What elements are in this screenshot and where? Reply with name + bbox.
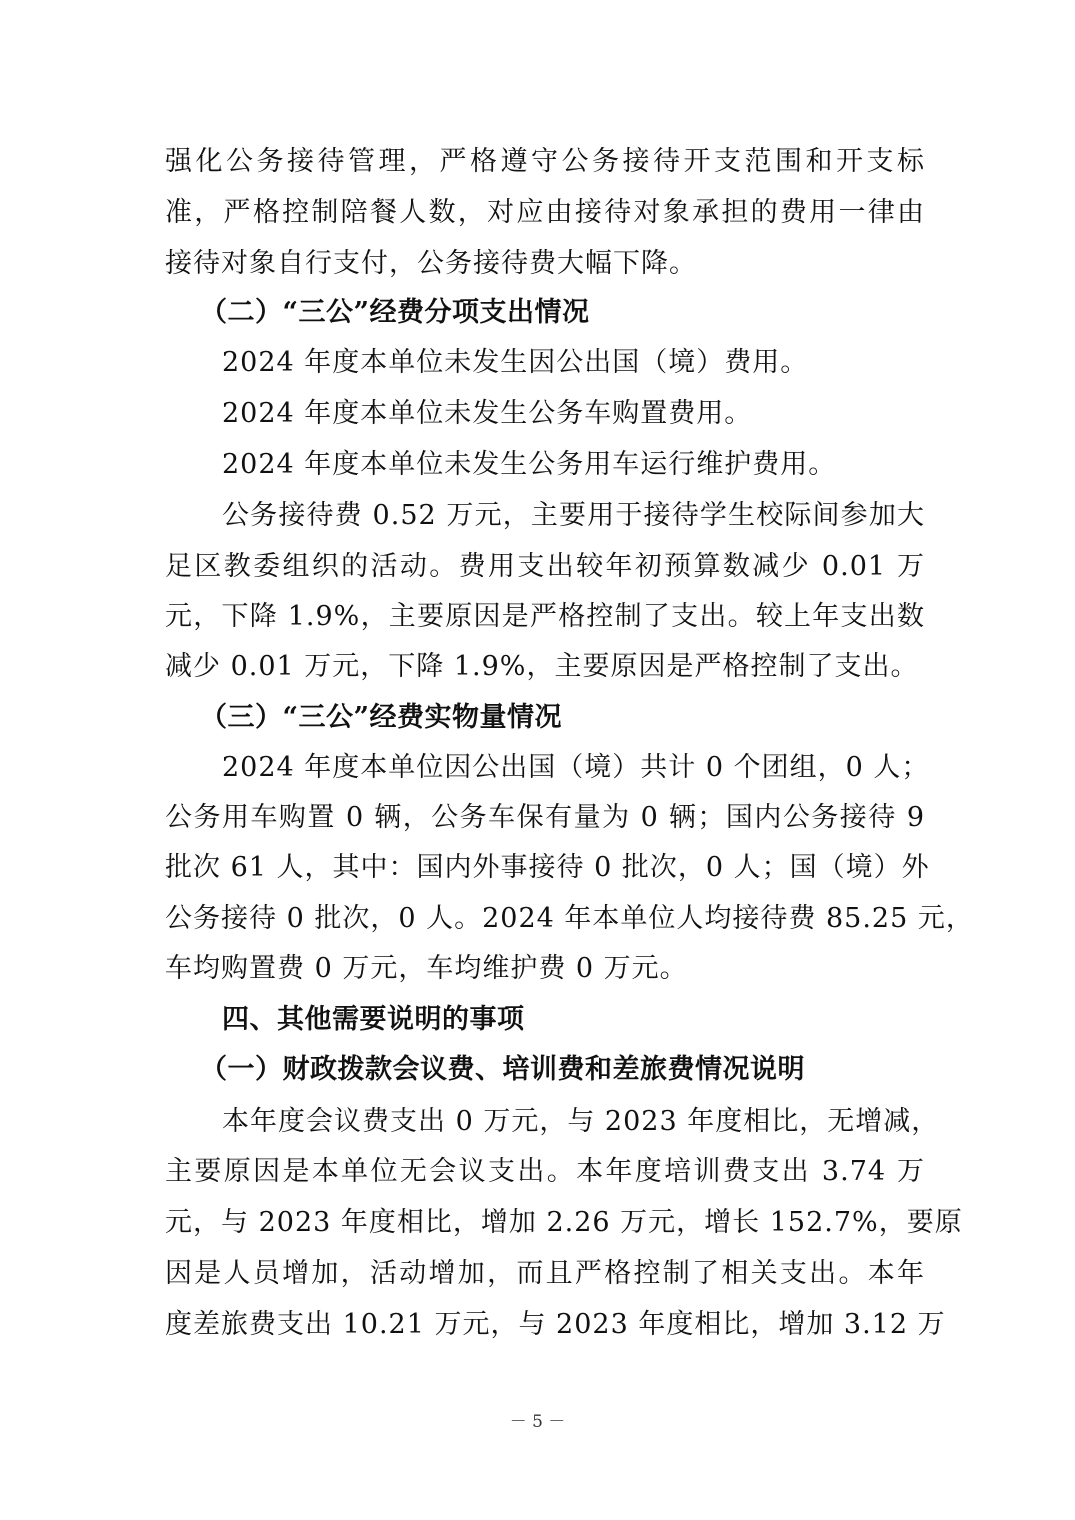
- body-line: 2024 年度本单位未发生因公出国（境）费用。: [222, 347, 809, 378]
- body-line: 2024 年度本单位未发生公务用车运行维护费用。: [222, 449, 837, 480]
- body-line: 公务接待费 0.52 万元，主要用于接待学生校际间参加大: [222, 500, 925, 531]
- page-number: － 5 －: [509, 1412, 566, 1432]
- body-line: 主要原因是本单位无会议支出。本年度培训费支出 3.74 万: [165, 1156, 925, 1187]
- body-line: 批次 61 人，其中：国内外事接待 0 批次，0 人；国（境）外: [165, 852, 930, 883]
- body-line: 元，与 2023 年度相比，增加 2.26 万元，增长 152.7%，要原: [165, 1207, 963, 1238]
- body-line: 公务用车购置 0 辆，公务车保有量为 0 辆；国内公务接待 9: [165, 802, 925, 833]
- body-line: 接待对象自行支付，公务接待费大幅下降。: [165, 248, 697, 279]
- body-line: 2024 年度本单位未发生公务车购置费用。: [222, 398, 753, 429]
- section-heading: （一）财政拨款会议费、培训费和差旅费情况说明: [200, 1054, 805, 1085]
- chapter-heading: 四、其他需要说明的事项: [222, 1004, 525, 1035]
- body-line: 准，严格控制陪餐人数，对应由接待对象承担的费用一律由: [165, 197, 925, 228]
- body-line: 足区教委组织的活动。费用支出较年初预算数减少 0.01 万: [165, 551, 925, 582]
- section-heading: （二）“三公”经费分项支出情况: [200, 297, 590, 328]
- body-line: 公务接待 0 批次，0 人。2024 年本单位人均接待费 85.25 元，: [165, 903, 974, 934]
- body-line: 2024 年度本单位因公出国（境）共计 0 个团组，0 人；: [222, 752, 930, 783]
- body-line: 元，下降 1.9%，主要原因是严格控制了支出。较上年支出数: [165, 601, 925, 632]
- body-line: 车均购置费 0 万元，车均维护费 0 万元。: [165, 953, 688, 984]
- section-heading: （三）“三公”经费实物量情况: [200, 702, 563, 733]
- body-line: 度差旅费支出 10.21 万元，与 2023 年度相比，增加 3.12 万: [165, 1309, 946, 1340]
- body-line: 强化公务接待管理，严格遵守公务接待开支范围和开支标: [165, 146, 925, 177]
- body-line: 减少 0.01 万元，下降 1.9%，主要原因是严格控制了支出。: [165, 651, 919, 682]
- body-line: 因是人员增加，活动增加，而且严格控制了相关支出。本年: [165, 1258, 925, 1289]
- body-line: 本年度会议费支出 0 万元，与 2023 年度相比，无增减，: [222, 1106, 940, 1137]
